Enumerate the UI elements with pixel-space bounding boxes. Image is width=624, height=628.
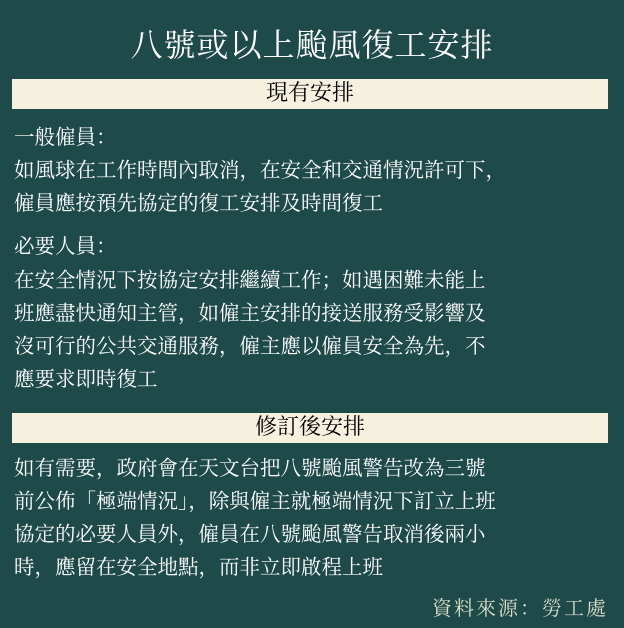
section-header-current: 現有安排	[12, 79, 608, 109]
text-line: 如有需要，政府會在天文台把八號颱風警告改為三號	[14, 456, 486, 480]
text-line: 前公佈「極端情況」，除與僱主就極端情況下訂立上班	[14, 489, 496, 513]
text-line: 協定的必要人員外，僱員在八號颱風警告取消後兩小	[14, 522, 486, 546]
essential-staff-label: 必要人員：	[14, 234, 117, 258]
text-line: 應要求即時復工	[14, 367, 158, 391]
text-line: 如風球在工作時間內取消，在安全和交通情況許可下，	[14, 158, 506, 182]
general-employees-text	[14, 154, 614, 220]
text-line: 在安全情況下按協定安排繼續工作；如遇困難未能上	[14, 268, 486, 292]
general-employees-label: 一般僱員：	[14, 125, 117, 149]
section-header-revised: 修訂後安排	[12, 413, 608, 443]
revised-arrangement-text	[14, 452, 614, 584]
source-credit: 資料來源：勞工處	[432, 596, 608, 620]
text-line: 班應盡快通知主管，如僱主安排的接送服務受影響及	[14, 301, 486, 325]
text-line: 時，應留在安全地點，而非立即啟程上班	[14, 555, 383, 579]
essential-staff-text	[14, 264, 614, 396]
text-line: 沒可行的公共交通服務，僱主應以僱員安全為先，不	[14, 334, 486, 358]
text-line: 僱員應按預先協定的復工安排及時間復工	[14, 191, 383, 215]
page-title: 八號或以上颱風復工安排	[130, 26, 494, 64]
